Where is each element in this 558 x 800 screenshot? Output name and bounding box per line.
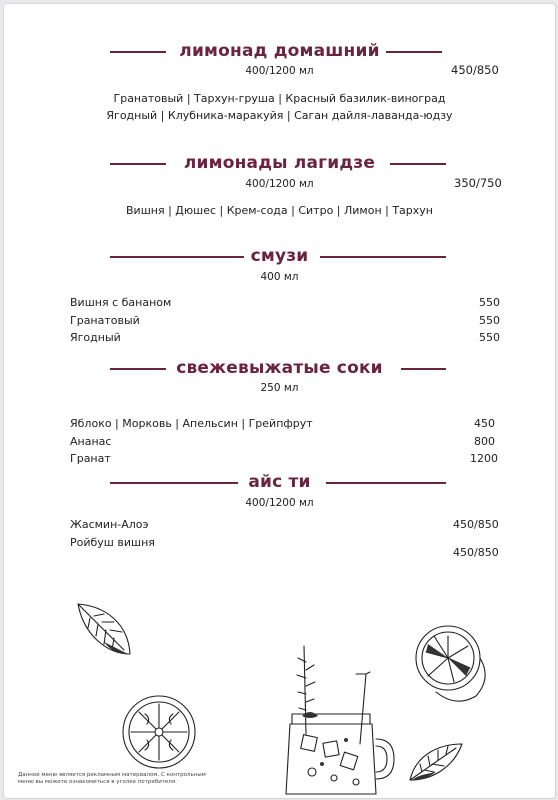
menu-page <box>3 3 556 799</box>
section-volume: 250 мл <box>260 382 299 394</box>
section-volume: 400/1200 мл <box>245 178 314 190</box>
section-volume: 400/1200 мл <box>245 497 314 509</box>
leaf-icon <box>406 740 466 784</box>
flavor-line: Гранатовый | Тархун-груша | Красный базилик-виноград <box>113 92 446 105</box>
lemon-slice-icon <box>119 692 199 772</box>
section-price: 450/850 <box>451 63 499 77</box>
section-title: смузи <box>250 246 309 266</box>
menu-item-name: Яблоко | Морковь | Апельсин | Грейпфрут <box>70 417 313 430</box>
menu-item-price: 1200 <box>470 452 498 465</box>
section-header-lagidze-lemonade <box>4 154 555 174</box>
menu-item-name: Ананас <box>70 435 112 448</box>
section-header-smoothie <box>4 247 555 267</box>
menu-item-price: 450 <box>474 417 495 430</box>
menu-item-price: 550 <box>479 314 500 327</box>
flavor-line: Ягодный | Клубника-маракуйя | Саган дайля-лаванда-юдзу <box>106 109 453 122</box>
lemon-half-icon <box>408 616 498 706</box>
header-rule-right <box>401 368 446 370</box>
menu-item-price: 800 <box>474 435 495 448</box>
menu-item-name: Жасмин-Алоэ <box>70 518 149 531</box>
menu-item-price: 550 <box>479 331 500 344</box>
section-price: 350/750 <box>454 176 502 190</box>
menu-item-name: Гранатовый <box>70 314 140 327</box>
menu-item-name: Ройбуш вишня <box>70 536 155 549</box>
section-volume: 400/1200 мл <box>245 65 314 77</box>
header-rule-right <box>320 256 446 258</box>
menu-item-price: 450/850 <box>453 518 499 531</box>
flavor-line: Вишня | Дюшес | Крем-сода | Ситро | Лимон | Тархун <box>126 204 433 217</box>
section-header-homemade-lemonade <box>4 42 555 62</box>
header-rule-right <box>326 482 446 484</box>
section-header-fresh-juice <box>4 359 555 379</box>
leaf-icon <box>74 600 134 660</box>
section-title: лимонад домашний <box>179 41 380 61</box>
menu-item-name: Вишня с бананом <box>70 296 172 309</box>
menu-item-name: Гранат <box>70 452 111 465</box>
header-rule-right <box>386 51 442 53</box>
mason-jar-drink-icon <box>272 644 402 799</box>
section-volume: 400 мл <box>260 271 299 283</box>
section-title: лимонады лагидзе <box>183 153 376 173</box>
menu-item-name: Ягодный <box>70 331 121 344</box>
header-rule-right <box>390 163 446 165</box>
section-header-iced-tea <box>4 473 555 493</box>
menu-item-price: 550 <box>479 296 500 309</box>
disclaimer-text: Данное меню является рекламным материалом. С контрольным меню вы можете ознакомиться в уголке потребителя. <box>18 772 206 785</box>
menu-item-price: 450/850 <box>453 546 499 559</box>
section-title: свежевыжатые соки <box>176 358 383 378</box>
section-title: айс ти <box>248 472 311 492</box>
